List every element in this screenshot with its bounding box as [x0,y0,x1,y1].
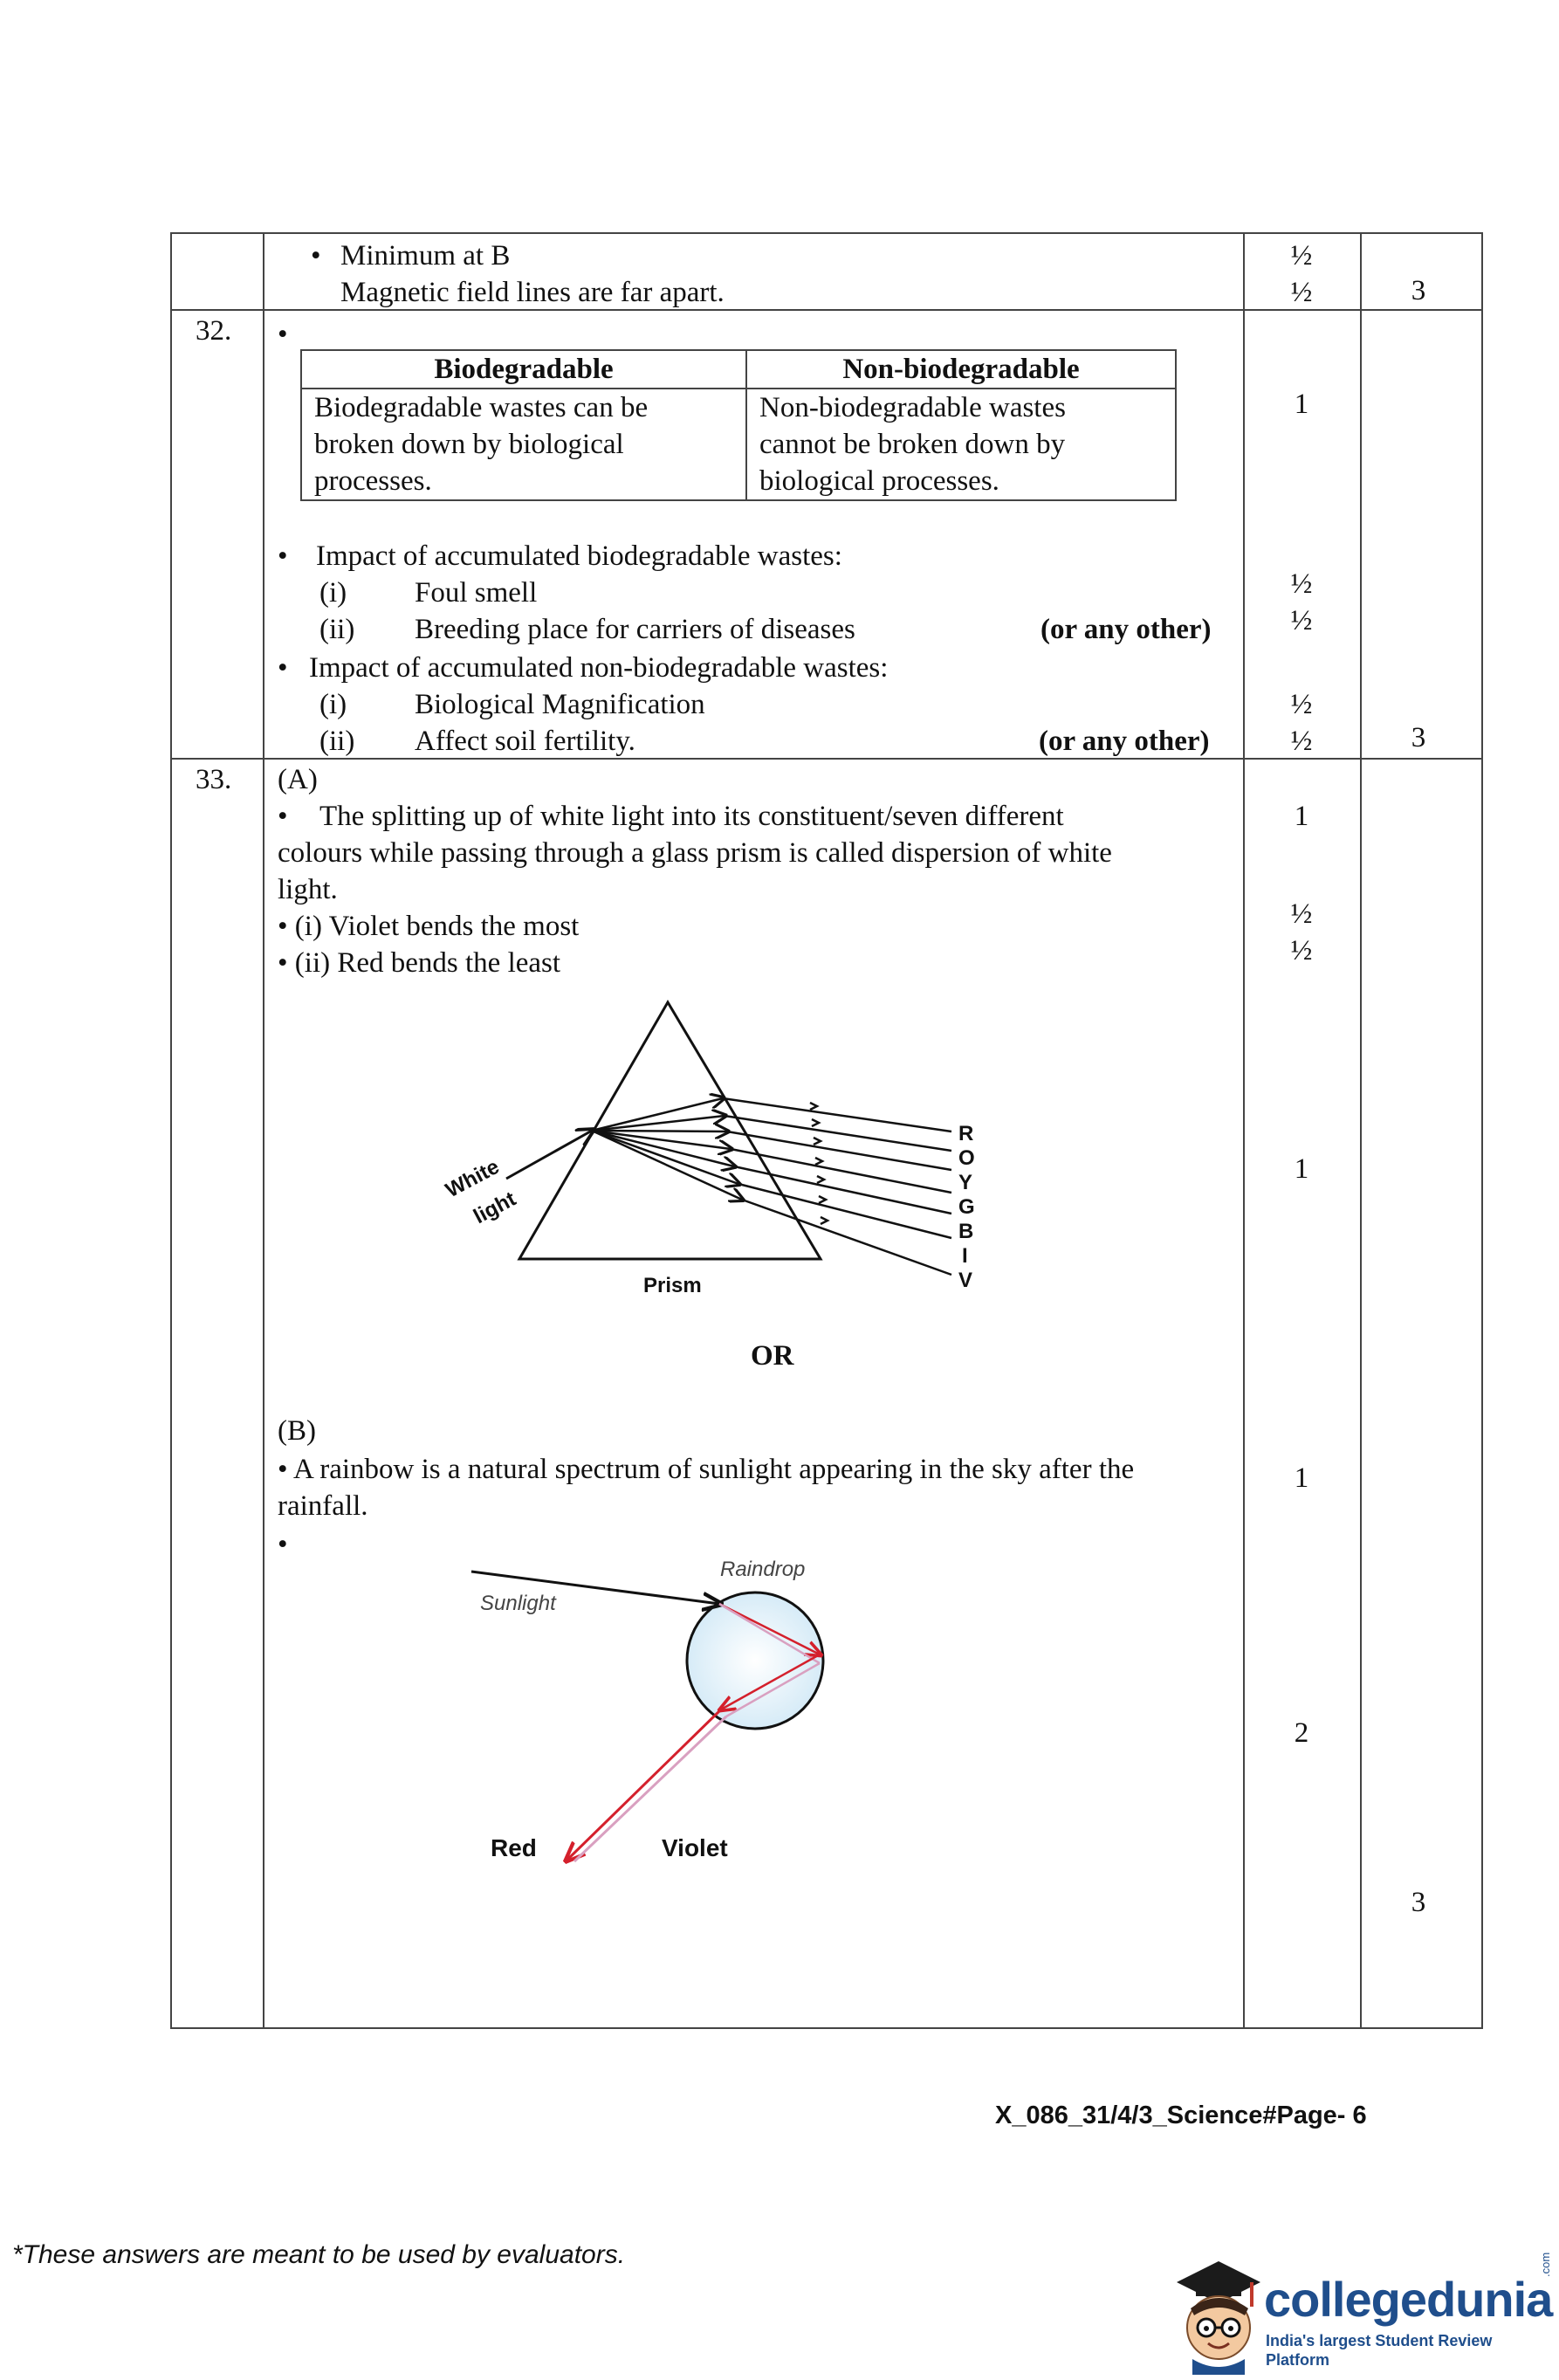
raindrop-circle [687,1592,823,1729]
brand-logo[interactable] [1161,2253,1554,2375]
item-number: (ii) [319,726,355,757]
bullet: • [278,540,288,572]
part-label: (B) [278,1415,316,1447]
answer-text: The splitting up of white light into its constituent/seven different [319,801,1064,832]
mark: 1 [1294,389,1309,420]
answer-text: Impact of accumulated biodegradable wastes: [316,540,842,572]
bio-comparison-table [300,349,1177,501]
brand-suffix: .com [1539,2252,1552,2277]
col-border-answer [1243,232,1245,2029]
cell-line: cannot be broken down by [759,429,1066,460]
spectrum-label: I [962,1244,968,1268]
item-number: (i) [319,689,347,720]
total-mark: 3 [1411,1887,1426,1918]
answer-text: • A rainbow is a natural spectrum of sunlight appearing in the sky after the [278,1454,1135,1485]
prism-label: Prism [643,1274,702,1297]
answer-text: Magnetic field lines are far apart. [340,277,725,308]
spectrum-label: B [958,1220,974,1243]
col-border-left [170,232,172,2029]
answer-text: Biological Magnification [415,689,705,720]
raindrop-rainbow-diagram [454,1537,908,1868]
emergent-rays [723,1098,951,1275]
mark: ½ [1290,726,1313,757]
or-any-other: (or any other) [1039,726,1210,757]
table-cell [301,389,746,500]
answer-text: Breeding place for carriers of diseases [415,614,855,645]
brand-tagline: India's largest Student Review Platform [1266,2332,1493,2369]
item-number: (i) [319,577,347,609]
cell-line: Non-biodegradable wastes [759,392,1066,423]
bullet: • [278,801,288,832]
table-header: Non-biodegradable [746,350,1176,389]
spectrum-label: V [958,1269,973,1292]
answer-text: Minimum at B [340,240,511,272]
spectrum-label: Y [958,1171,973,1194]
mark: 1 [1294,801,1309,832]
page-code: X_086_31/4/3_Science#Page- 6 [995,2101,1367,2129]
col-border-marks [1360,232,1362,2029]
mark: 1 [1294,1153,1309,1185]
white-label: White [442,1154,504,1203]
mark: ½ [1290,898,1313,930]
red-label: Red [491,1834,537,1861]
bullet: • [311,240,321,272]
table-cell [746,389,1176,500]
cell-line: processes. [314,465,432,497]
col-border-right [1481,232,1483,2029]
violet-label: Violet [662,1834,728,1861]
table-bottom-border [170,2027,1483,2029]
answer-text: Affect soil fertility. [415,726,635,757]
mascot-icon [1161,2253,1266,2375]
table-top-border [170,232,1483,234]
answer-text: • (ii) Red bends the least [278,947,561,979]
or-any-other: (or any other) [1040,614,1212,645]
answer-text: colours while passing through a glass prism is called dispersion of white [278,837,1112,869]
mark: ½ [1290,568,1313,600]
spectrum-label: O [958,1146,975,1170]
part-label: (A) [278,764,318,795]
mark: ½ [1290,240,1313,272]
question-number: 33. [196,764,232,795]
prism-dispersion-diagram [428,995,1004,1301]
answer-text: Foul smell [415,577,538,609]
answer-text: light. [278,874,338,905]
spectrum-label: G [958,1195,975,1219]
spectrum-label: R [958,1122,974,1145]
answer-text: Impact of accumulated non-biodegradable wastes: [309,652,889,684]
refracted-rays [592,1098,742,1200]
mark: ½ [1290,935,1313,966]
bullet: • [278,1529,288,1560]
light-label: light [470,1187,520,1229]
mark: ½ [1290,689,1313,720]
mark: 1 [1294,1462,1309,1494]
table-header: Biodegradable [301,350,746,389]
total-mark: 3 [1411,722,1426,753]
disclaimer: *These answers are meant to be used by evaluators. [12,2240,626,2269]
answer-text: • (i) Violet bends the most [278,911,580,942]
total-mark: 3 [1411,275,1426,306]
mark: ½ [1290,277,1313,308]
mark: ½ [1290,605,1313,636]
cell-line: broken down by biological [314,429,624,460]
cell-line: biological processes. [759,465,999,497]
item-number: (ii) [319,614,355,645]
sunlight-label: Sunlight [480,1592,556,1615]
mark: 2 [1294,1717,1309,1749]
answer-text: rainfall. [278,1490,368,1522]
col-border-qno [263,232,264,2029]
raindrop-label: Raindrop [720,1558,806,1581]
bullet: • [278,319,288,350]
question-number: 32. [196,315,232,347]
brand-name: collegedunia [1264,2272,1553,2327]
bullet: • [278,652,288,684]
cell-line: Biodegradable wastes can be [314,392,649,423]
or-separator: OR [751,1340,794,1372]
